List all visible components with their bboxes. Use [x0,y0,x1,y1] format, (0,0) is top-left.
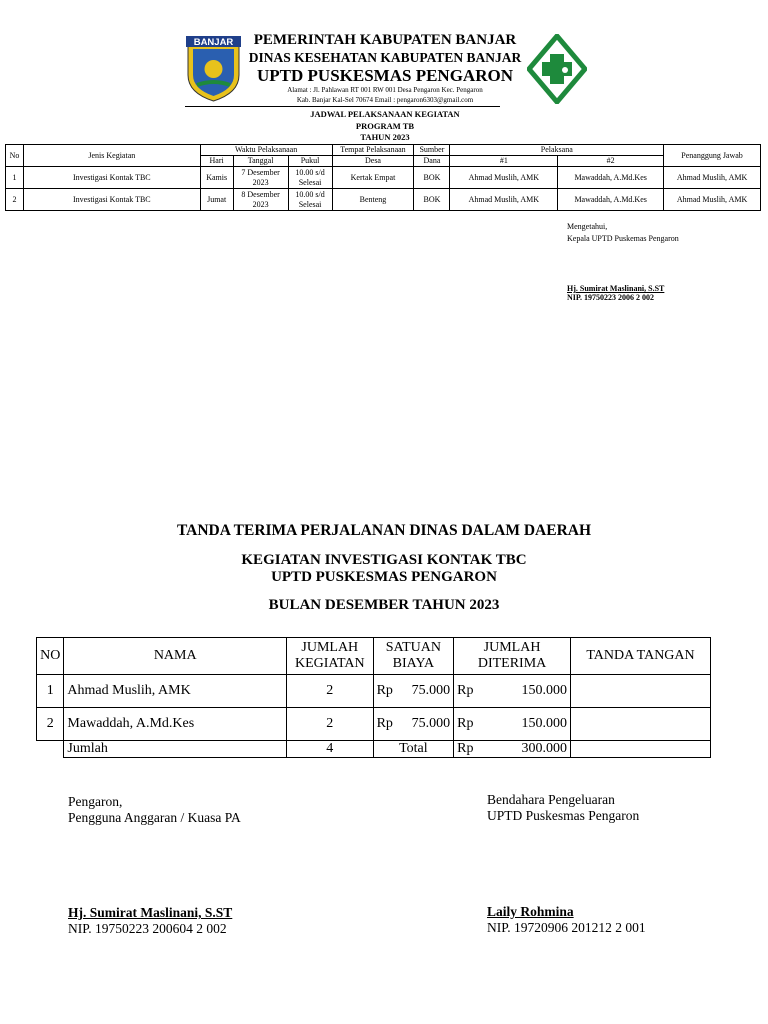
rcol-jd1: JUMLAH [483,640,541,655]
schedule-program: PROGRAM TB [355,121,415,131]
treasurer-role: Bendahara Pengeluaran [487,792,615,807]
header-address: Alamat : Jl. Pahlawan RT 001 RW 001 Desa Pengaron Kec. Pengaron [287,86,483,94]
col-tempat: Tempat Pelaksanaan [332,145,414,156]
currency: Rp [376,716,393,731]
cell-p2: Mawaddah, A.Md.Kes [558,189,664,211]
cell-p1: Ahmad Muslih, AMK [450,167,558,189]
logo-text: BANJAR [193,37,234,48]
cell-desa: Kertak Empat [332,167,414,189]
cell-jenis: Investigasi Kontak TBC [23,167,200,189]
total-spacer [37,741,64,758]
receipt-unit: UPTD PUSKESMAS PENGARON [271,569,497,585]
rcol-nama: NAMA [64,638,287,675]
head-signatory-name: Hj. Sumirat Maslinani, S.ST [567,284,665,293]
rcol-satuan-biaya [373,638,454,675]
rcell-signature [570,708,710,741]
amount: 150.000 [521,683,567,698]
rcell-jumlah: 2 [286,708,373,741]
table-row [37,675,711,708]
col-no: No [6,145,24,167]
budget-user-nip: NIP. 19750223 200604 2 002 [68,921,227,936]
receipt-title: TANDA TERIMA PERJALANAN DINAS DALAM DAERAH [176,522,592,539]
col-pelaksana: Pelaksana [450,145,664,156]
currency: Rp [457,683,474,698]
total-row [37,741,711,758]
treasurer-name: Laily Rohmina [487,904,574,919]
amount: 75.000 [411,716,451,731]
cell-jenis: Investigasi Kontak TBC [23,189,200,211]
rcell-satuan [373,675,454,708]
cell-desa: Benteng [332,189,414,211]
table-row [6,167,761,189]
currency: Rp [457,741,474,756]
col-hari: Hari [200,156,233,167]
cell-dana: BOK [414,167,450,189]
total-signature [570,741,710,758]
rcol-jumlah-kegiatan [286,638,373,675]
rcell-satuan [373,708,454,741]
amount: 300.000 [521,741,567,756]
rcell-nama: Ahmad Muslih, AMK [64,675,287,708]
col-dana: Dana [414,156,450,167]
rcol-tanda-tangan: TANDA TANGAN [570,638,710,675]
rcell-no: 2 [37,708,64,741]
rcol-jumlah-diterima [454,638,571,675]
rcell-no: 1 [37,675,64,708]
acknowledged-label: Mengetahui, [567,222,608,231]
col-jenis: Jenis Kegiatan [23,145,200,167]
schedule-title: JADWAL PELAKSANAAN KEGIATAN [310,109,460,119]
budget-user-role: Pengguna Anggaran / Kuasa PA [68,810,241,825]
table-row [37,708,711,741]
header-address-email: Kab. Banjar Kal-Sel 70674 Email : pengaron6303@gmail.com [296,96,474,104]
col-p2: #2 [558,156,664,167]
header-divider [185,106,500,107]
currency: Rp [376,683,393,698]
total-label: Jumlah [64,741,287,758]
header-puskesmas-name: UPTD PUSKESMAS PENGARON [257,66,513,85]
cell-no: 2 [6,189,24,211]
cell-pj: Ahmad Muslih, AMK [664,167,761,189]
col-pukul: Pukul [288,156,332,167]
col-p1: #1 [450,156,558,167]
header-gov-name: PEMERINTAH KABUPATEN BANJAR [253,32,517,48]
cell-tanggal: 7 Desember 2023 [233,167,288,189]
rcell-diterima [454,708,571,741]
head-signatory-nip: NIP. 19750223 2006 2 002 [567,293,655,302]
rcol-sb1: SATUAN [385,640,441,655]
cell-p2: Mawaddah, A.Md.Kes [558,167,664,189]
col-tanggal: Tanggal [233,156,288,167]
rcol-sb2: BIAYA [392,656,435,671]
table-row [6,189,761,211]
rcol-jk2: KEGIATAN [294,656,365,671]
cell-hari: Jumat [200,189,233,211]
budget-user-name: Hj. Sumirat Maslinani, S.ST [68,905,233,920]
cell-dana: BOK [414,189,450,211]
schedule-year: TAHUN 2023 [360,132,410,142]
treasurer-unit: UPTD Puskesmas Pengaron [487,808,640,823]
banjar-logo [185,35,242,102]
currency: Rp [457,716,474,731]
rcell-diterima [454,675,571,708]
cell-hari: Kamis [200,167,233,189]
rcol-jk1: JUMLAH [301,640,359,655]
rcell-signature [570,675,710,708]
total-value [454,741,571,758]
total-jumlah: 4 [286,741,373,758]
col-desa: Desa [332,156,414,167]
col-pj: Penanggung Jawab [664,145,761,167]
amount: 150.000 [521,716,567,731]
cell-pukul: 10.00 s/d Selesai [288,167,332,189]
treasurer-nip: NIP. 19720906 201212 2 001 [487,920,646,935]
acknowledged-role: Kepala UPTD Puskemas Pengaron [567,234,679,243]
col-waktu: Waktu Pelaksanaan [200,145,332,156]
col-sumber: Sumber [414,145,450,156]
rcol-no: NO [37,638,64,675]
cell-no: 1 [6,167,24,189]
place-label: Pengaron, [68,794,123,809]
receipt-table [36,637,711,758]
receipt-activity: KEGIATAN INVESTIGASI KONTAK TBC [241,552,527,568]
puskesmas-logo [527,34,587,104]
rcol-jd2: DITERIMA [477,656,547,671]
cell-tanggal: 8 Desember 2023 [233,189,288,211]
header-dept-name: DINAS KESEHATAN KABUPATEN BANJAR [248,50,522,65]
amount: 75.000 [411,683,451,698]
rcell-jumlah: 2 [286,675,373,708]
rcell-nama: Mawaddah, A.Md.Kes [64,708,287,741]
receipt-period: BULAN DESEMBER TAHUN 2023 [268,597,500,613]
total-text: Total [373,741,454,758]
cell-pj: Ahmad Muslih, AMK [664,189,761,211]
schedule-table [5,144,761,211]
cell-p1: Ahmad Muslih, AMK [450,189,558,211]
cell-pukul: 10.00 s/d Selesai [288,189,332,211]
